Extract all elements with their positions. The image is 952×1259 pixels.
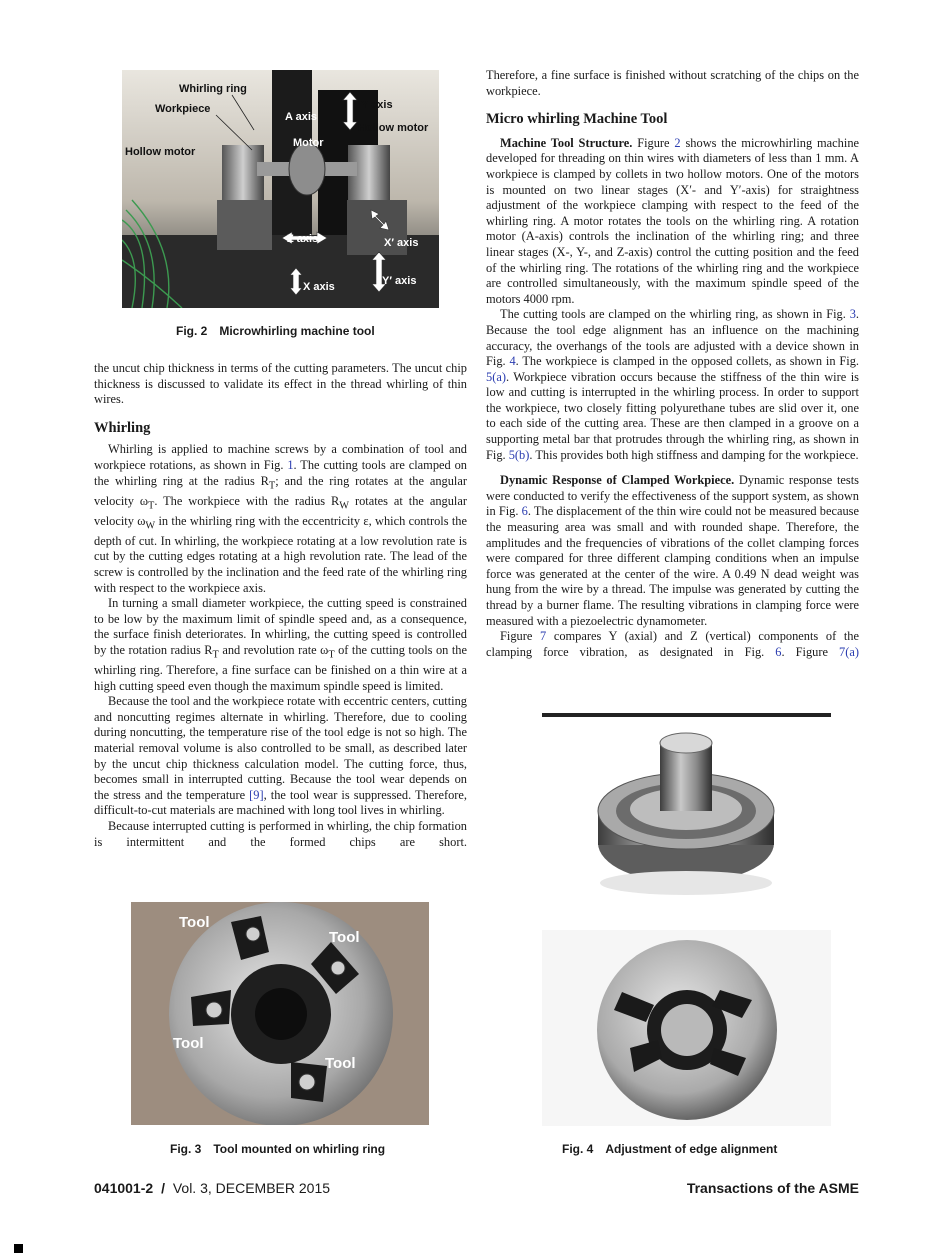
volume-issue: Vol. 3, DECEMBER 2015 — [172, 1180, 331, 1196]
fig2-photo — [122, 70, 439, 308]
left-paragraph-2: Whirling is applied to machine screws by a combination of tool and workpiece rotations, as shown in Fig. 1. The cutting tools are clamped on the whirling ring at the radius $R_T$; and the ring rotates at the angular velocity $\omega_T$. The workpiece with the radius $R_W$ rotates at the angular velocity $\omega_W$ in the whirling ring with the eccentricity ε, which controls the depth of cut. In whirling, the workpiece rotating at a low revolution rate is cut by the cutting edges rotating at a high revolution rate. The lead of the screw is controlled by the inclination and the feed rate of the whirling ring with respect to the workpiece axis. — [94, 442, 468, 595]
ref-fig6-b[interactable]: 6 — [775, 644, 782, 659]
footer-separator: / — [161, 1180, 165, 1196]
journal-name: Transactions of the ASME — [686, 1180, 859, 1196]
label-tool-bottom-right: Tool — [325, 1055, 356, 1072]
fig2-annotations — [122, 70, 439, 308]
section-heading-micro-whirling: Micro whirling Machine Tool — [486, 111, 668, 128]
runin-dynamic-response: Dynamic Response of Clamped Workpiece. — [500, 473, 735, 488]
crop-mark — [14, 1244, 23, 1253]
fig4-caption-number: Fig. 4 — [562, 1142, 594, 1156]
ref-fig4[interactable]: 4 — [509, 354, 516, 369]
fig3-caption-text: Tool mounted on whirling ring — [213, 1142, 386, 1156]
right-column — [486, 68, 859, 660]
alignment-device-side-image — [542, 713, 831, 909]
label-y-axis: Y axis — [361, 99, 393, 111]
ref-fig2[interactable]: 2 — [674, 135, 681, 150]
label-z-axis: Z axis — [287, 233, 319, 245]
ref-fig7a[interactable]: 7(a) — [839, 644, 859, 659]
label-workpiece: Workpiece — [155, 103, 211, 115]
label-motor: Motor — [293, 137, 324, 149]
left-paragraph-4: Because the tool and the workpiece rotate with eccentric centers, cutting and noncutting regimes alternate in whirling. Therefore, due to cooling during noncutting, the temperature rise of the tool edge is not so high. The material removal volume is also controlled to be small, as described later by the uncut chip thickness calculation model. The cutting force, thus, becomes small in interrupted cutting. Because the tool wear depends on the stress and the temperature [9], the tool wear is suppressed. Therefore, difficult-to-cut materials are machined with long tool lives in whirling. — [94, 694, 467, 818]
fig4-caption-text: Adjustment of edge alignment — [605, 1142, 778, 1156]
ref-9[interactable]: [9] — [249, 787, 264, 802]
footer-right — [687, 1180, 859, 1196]
fig4-caption — [562, 1142, 777, 1156]
section-heading-whirling: Whirling — [94, 419, 151, 436]
label-hollow-motor-left: Hollow motor — [125, 146, 196, 158]
fig3-caption — [170, 1142, 385, 1156]
label-tool-bottom-left: Tool — [173, 1035, 204, 1052]
label-x-prime-axis: X′ axis — [384, 237, 419, 249]
fig2-caption-number: Fig. 2 — [176, 324, 208, 338]
ref-fig3[interactable]: 3 — [849, 307, 856, 322]
right-paragraph-compare: Figure 7 compares Y (axial) and Z (vertical) components of the clamping force vibration, as designated in Fig. 6. Figure 7(a) — [486, 629, 859, 659]
label-tool-top-left: Tool — [179, 914, 210, 931]
label-x-axis: X axis — [303, 281, 335, 293]
left-paragraph-5: Because interrupted cutting is performed in whirling, the chip formation is intermittent and the formed chips are short. — [94, 818, 467, 849]
fig2-caption — [176, 324, 375, 338]
tools-on-whirling-ring-image — [131, 902, 429, 1125]
ref-fig5b[interactable]: 5(b) — [508, 447, 530, 462]
footer-left — [94, 1180, 330, 1196]
fig2-caption-text: Microwhirling machine tool — [219, 324, 375, 338]
fig4-photo-top — [542, 713, 831, 909]
fig3-caption-number: Fig. 3 — [170, 1142, 202, 1156]
label-y-prime-axis: Y′ axis — [382, 275, 417, 287]
label-hollow-motor-right: Hollow motor — [358, 122, 429, 134]
fig4-photo-bottom — [542, 930, 831, 1126]
left-paragraph-1: the uncut chip thickness in terms of the cutting parameters. The uncut chip thickness is discussed to validate its effect in the thread whirling of thin wires. — [94, 361, 467, 407]
alignment-device-top-image — [542, 930, 831, 1126]
label-tool-top-right: Tool — [329, 929, 360, 946]
page-number: 041001-2 — [94, 1180, 154, 1196]
fig3-photo — [131, 902, 429, 1125]
right-paragraph-tools: The cutting tools are clamped on the whirling ring, as shown in Fig. 3. Because the tool edge alignment has an influence on the machining accuracy, the overhangs of the tools are adjusted with a device shown in Fig. 4. The workpiece is clamped in the opposed collets, as shown in Fig. 5(a). Workpiece vibration occurs because the stiffness of the thin wire is low and cutting is interrupted in the whirling process. In order to support the workpiece, two closely fitting polyurethane tubes are slid over it, one to each side of the cutting area. These are then clamped in a groove on a supporting metal bar that protrudes through the whirling ring, as shown in Fig. 5(b). This provides both high stiffness and damping for the workpiece. — [486, 307, 859, 462]
right-paragraph-structure: Machine Tool Structure. Figure 2 shows the microwhirling machine developed for threading on thin wires with diameters of less than 1 mm. A workpiece is clamped by collets in two hollow motors. One of the motors is mounted on two linear stages (X′- and Y′-axis) for straightness adjustment of the workpiece clamping with respect to the feed of the whirling ring. A motor rotates the tools on the whirling ring. A rotation motor (A-axis) controls the inclination of the whirling ring; and three linear stages (X-, Y-, and Z-axis) control the cutting position and the feed of the whirling ring. The rotations of the whirling ring and the workpiece are controlled simultaneously, with the maximum spindle speed of the motors 4000 rpm. — [486, 135, 860, 306]
label-a-axis: A axis — [285, 111, 318, 123]
right-paragraph-dynamic: Dynamic Response of Clamped Workpiece. Dynamic response tests were conducted to verify the effectiveness of the support system, as shown in Fig. 6. The displacement of the thin wire could not be measured because the measuring area was small and with rounded shape. Therefore, the amplitudes and the frequencies of vibrations of the collet clamping forces were compared for three different clamping conditions when an impulse force was generated at the center of the wire. A 0.49 N dead weight was hung from the wire by a thread. The impulse was generated by cutting the thread by a burner flame. The resulting vibrations in clamping force were measured with a piezoelectric dynamometer. — [486, 473, 859, 628]
ref-fig6[interactable]: 6 — [521, 504, 528, 519]
ref-fig1[interactable]: 1 — [287, 457, 294, 472]
ref-fig7[interactable]: 7 — [540, 629, 547, 644]
left-column — [94, 361, 467, 850]
left-paragraph-3: In turning a small diameter workpiece, the cutting speed is constrained to be low by the maximum limit of spindle speed and, as a consequence, the surface finish deteriorates. In whirling, the cutting speed is controlled by the rotation radius $R_T$ and revolution rate $\omega_T$ of the cutting tools on the whirling ring. Therefore, a fine surface can be finished on a thin wire at a high cutting speed even though the maximum spindle speed is limited. — [94, 596, 467, 693]
ref-fig5a[interactable]: 5(a) — [486, 369, 506, 384]
label-whirling-ring: Whirling ring — [179, 83, 247, 95]
right-paragraph-1: Therefore, a fine surface is finished without scratching of the chips on the workpiece. — [486, 68, 859, 98]
runin-machine-tool-structure: Machine Tool Structure. — [500, 135, 633, 150]
